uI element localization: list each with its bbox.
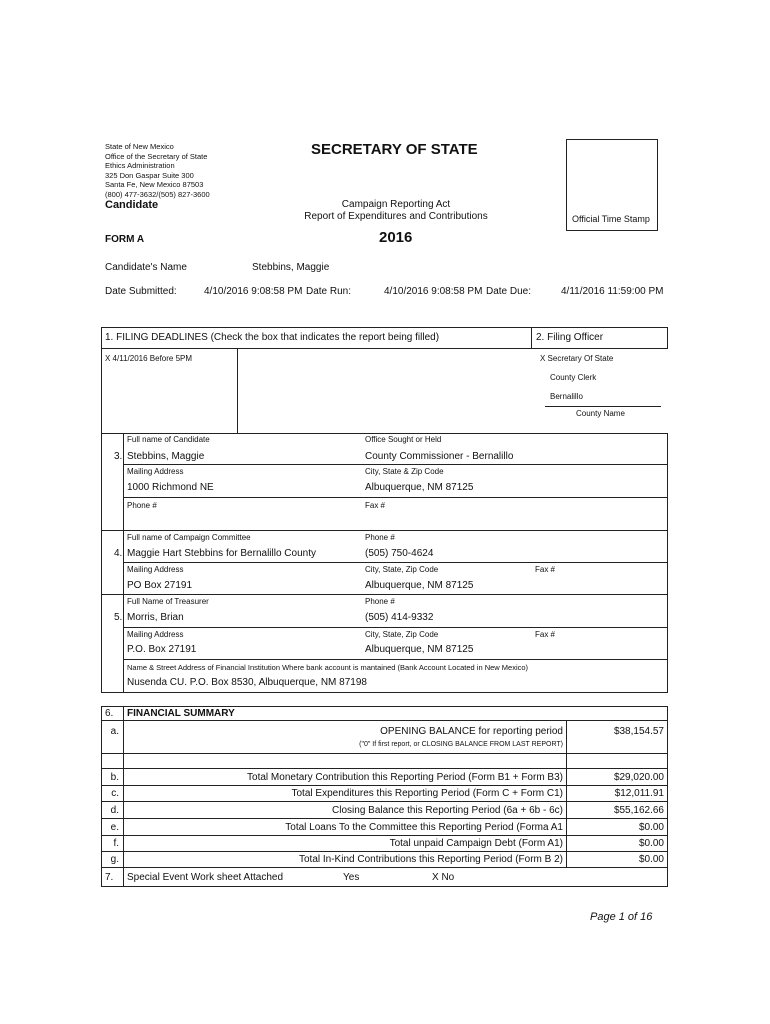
candidate-name-value: Stebbins, Maggie [252, 262, 330, 273]
county-name-label: County Name [576, 409, 625, 418]
summary-row-a-label: OPENING BALANCE for reporting period [380, 726, 563, 737]
special-event-no-checkbox[interactable]: X No [432, 872, 455, 883]
summary-row-c-label: Total Expenditures this Reporting Period (Form C + Form C1) [291, 788, 563, 799]
date-run-value: 4/10/2016 9:08:58 PM [384, 286, 483, 297]
treasurer-phone-label: Phone # [365, 597, 395, 606]
agency-line: (800) 477-3632/(505) 827-3600 [105, 189, 210, 199]
mailing-address-label: Mailing Address [127, 467, 184, 476]
summary-row-b-amount: $29,020.00 [613, 772, 664, 783]
agency-line: 325 Don Gaspar Suite 300 [105, 170, 194, 180]
section-3-number: 3. [114, 451, 123, 462]
office-sought-label: Office Sought or Held [365, 435, 442, 444]
filing-deadlines-header: 1. FILING DEADLINES (Check the box that indicates the report being filled) [105, 332, 440, 343]
summary-row-c-key: c. [111, 788, 119, 799]
summary-row-d-label: Closing Balance this Reporting Period (6a + 6b - 6c) [332, 805, 563, 816]
date-due-value: 4/11/2016 11:59:00 PM [561, 286, 664, 297]
full-name-label: Full name of Candidate [127, 435, 210, 444]
committee-phone-label: Phone # [365, 533, 395, 542]
summary-row-b-key: b. [110, 772, 119, 783]
bank-value: Nusenda CU. P.O. Box 8530, Albuquerque, NM 87198 [127, 677, 367, 688]
candidate-name-label: Candidate's Name [105, 262, 187, 273]
section-4-number: 4. [114, 548, 123, 559]
report-name: Report of Expenditures and Contributions [304, 211, 488, 222]
summary-row-f-label: Total unpaid Campaign Debt (Form A1) [389, 838, 563, 849]
page-title: SECRETARY OF STATE [311, 141, 478, 158]
filing-deadline-checkbox[interactable]: X 4/11/2016 Before 5PM [105, 354, 193, 363]
summary-row-e-label: Total Loans To the Committee this Reporting Period (Forma A1 [285, 822, 563, 833]
treasurer-mailing-value: P.O. Box 27191 [127, 644, 197, 655]
officer-county-clerk-checkbox[interactable]: County Clerk [550, 373, 597, 382]
financial-summary-title: FINANCIAL SUMMARY [127, 708, 235, 719]
committee-city-label: City, State, Zip Code [365, 565, 439, 574]
committee-mailing-value: PO Box 27191 [127, 580, 193, 591]
office-sought-value: County Commissioner - Bernalillo [365, 451, 514, 462]
treasurer-phone-value: (505) 414-9332 [365, 612, 434, 623]
treasurer-city-value: Albuquerque, NM 87125 [365, 644, 474, 655]
summary-row-g-amount: $0.00 [638, 854, 664, 865]
special-event-label: Special Event Work sheet Attached [127, 872, 284, 883]
summary-row-g-label: Total In-Kind Contributions this Reporting Period (Form B 2) [298, 854, 563, 865]
summary-row-f-amount: $0.00 [638, 838, 664, 849]
city-state-zip-value: Albuquerque, NM 87125 [365, 482, 474, 493]
committee-phone-value: (505) 750-4624 [365, 548, 434, 559]
committee-mailing-label: Mailing Address [127, 565, 184, 574]
agency-line: Santa Fe, New Mexico 87503 [105, 180, 204, 189]
committee-name-label: Full name of Campaign Committee [127, 533, 251, 542]
section-7-number: 7. [105, 872, 114, 883]
agency-line: State of New Mexico [105, 142, 174, 151]
committee-name-value: Maggie Hart Stebbins for Bernalillo County [127, 548, 316, 559]
treasurer-city-label: City, State, Zip Code [365, 630, 439, 639]
summary-row-f-key: f. [113, 838, 119, 849]
summary-row-g-key: g. [110, 854, 119, 865]
date-submitted-label: Date Submitted: [105, 286, 177, 297]
date-due-label: Date Due: [486, 286, 532, 297]
treasurer-name-label: Full Name of Treasurer [127, 597, 209, 606]
official-time-stamp-label: Official Time Stamp [572, 214, 650, 224]
summary-row-a-amount: $38,154.57 [613, 726, 664, 737]
committee-fax-label: Fax # [535, 565, 556, 574]
county-value: Bernalillo [550, 392, 583, 401]
summary-row-b-label: Total Monetary Contribution this Reporting Period (Form B1 + Form B3) [247, 772, 563, 783]
candidate-heading: Candidate [105, 199, 159, 211]
mailing-address-value: 1000 Richmond NE [127, 482, 214, 493]
candidate-full-name: Stebbins, Maggie [127, 451, 205, 462]
bank-label: Name & Street Address of Financial Institution Where bank account is mantained (Bank Account Located in New Mexico) [127, 663, 529, 672]
report-year: 2016 [379, 229, 413, 246]
committee-city-value: Albuquerque, NM 87125 [365, 580, 474, 591]
summary-row-e-amount: $0.00 [638, 822, 664, 833]
agency-address [105, 142, 210, 199]
summary-row-a-key: a. [110, 726, 119, 737]
officer-secretary-of-state-checkbox[interactable]: X Secretary Of State [540, 354, 614, 363]
summary-row-c-amount: $12,011.91 [614, 788, 664, 799]
page-number: Page 1 of 16 [590, 911, 653, 923]
treasurer-fax-label: Fax # [535, 630, 556, 639]
filing-officer-header: 2. Filing Officer [536, 332, 604, 343]
fax-label: Fax # [365, 501, 386, 510]
special-event-yes-checkbox[interactable]: Yes [343, 872, 360, 883]
treasurer-mailing-label: Mailing Address [127, 630, 184, 639]
agency-line: Office of the Secretary of State [105, 151, 208, 161]
date-run-label: Date Run: [306, 286, 352, 297]
section-6-number: 6. [105, 708, 114, 719]
opening-balance-note: ("0" If first report, or CLOSING BALANCE FROM LAST REPORT) [359, 741, 563, 748]
summary-row-d-amount: $55,162.66 [613, 805, 664, 816]
treasurer-name-value: Morris, Brian [127, 612, 184, 623]
agency-line: Ethics Administration [105, 161, 175, 170]
act-name: Campaign Reporting Act [341, 199, 451, 210]
city-state-zip-label: City, State & Zip Code [365, 467, 444, 476]
section-5-number: 5. [114, 612, 123, 623]
phone-label: Phone # [127, 501, 157, 510]
summary-row-d-key: d. [110, 805, 119, 816]
summary-row-e-key: e. [110, 822, 119, 833]
form-label: FORM A [105, 234, 145, 245]
date-submitted-value: 4/10/2016 9:08:58 PM [204, 286, 303, 297]
